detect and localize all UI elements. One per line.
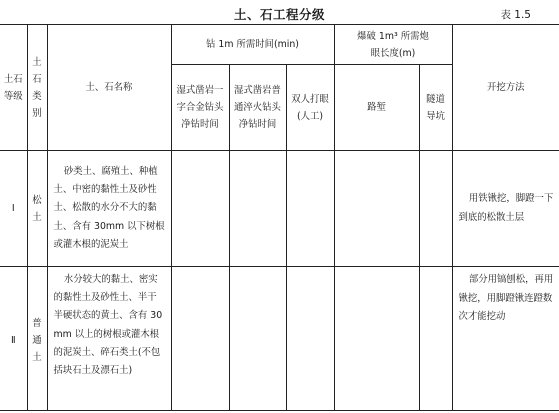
row-drill-wet-alloy (171, 267, 229, 411)
row-name: 砂类土、腐殖土、种植土、中密的黏性土及砂性土、松散的水分不大的黏土、含有 30mm 以下树根或灌木根的泥炭土 (47, 151, 171, 267)
row-grade: Ⅰ (0, 151, 27, 267)
table-number: 表 1.5 (500, 9, 531, 21)
row-drill-manual (286, 151, 334, 267)
row-blast-road (334, 151, 419, 267)
header-drill-wet-steel: 湿式凿岩普通淬火钻头净钻时间 (229, 65, 286, 151)
row-grade: Ⅱ (0, 267, 27, 411)
row-drill-wet-steel (229, 151, 286, 267)
table-title: 土、石工程分级 (233, 7, 325, 22)
row-name: 水分较大的黏土、密实的黏性土及砂性土、半干半硬状态的黄土、含有 30mm 以上的树根或灌木根的泥炭土、碎石类土(不包括块石土及漂石土) (47, 267, 171, 411)
soil-rock-grading-table (0, 24, 559, 411)
row-drill-wet-alloy (171, 151, 229, 267)
header-blast-tunnel: 隧道导坑 (419, 65, 452, 151)
row-blast-tunnel (419, 267, 452, 411)
header-blast-length: 爆破 1m³ 所需炮眼长度(m) (334, 25, 452, 65)
row-blast-road (334, 267, 419, 411)
header-category: 土石类别 (27, 25, 47, 151)
row-blast-tunnel (419, 151, 452, 267)
row-method: 部分用镐刨松，再用锹挖，用脚蹬锹连蹬数次才能挖动 (452, 267, 559, 411)
header-method: 开挖方法 (452, 25, 559, 151)
header-grade: 土石等级 (0, 25, 27, 151)
row-category: 松土 (27, 151, 47, 267)
header-drill-time: 钻 1m 所需时间(min) (171, 25, 334, 65)
header-drill-wet-alloy: 湿式凿岩一字合金钻头净钻时间 (171, 65, 229, 151)
table-row (0, 151, 559, 267)
row-category: 普通土 (27, 267, 47, 411)
header-blast-road: 路堑 (334, 65, 419, 151)
row-drill-manual (286, 267, 334, 411)
row-drill-wet-steel (229, 267, 286, 411)
table-row (0, 267, 559, 411)
header-drill-manual: 双人打眼(人工) (286, 65, 334, 151)
row-method: 用铁锹挖，脚蹬一下到底的松散土层 (452, 151, 559, 267)
header-name: 土、石名称 (47, 25, 171, 151)
